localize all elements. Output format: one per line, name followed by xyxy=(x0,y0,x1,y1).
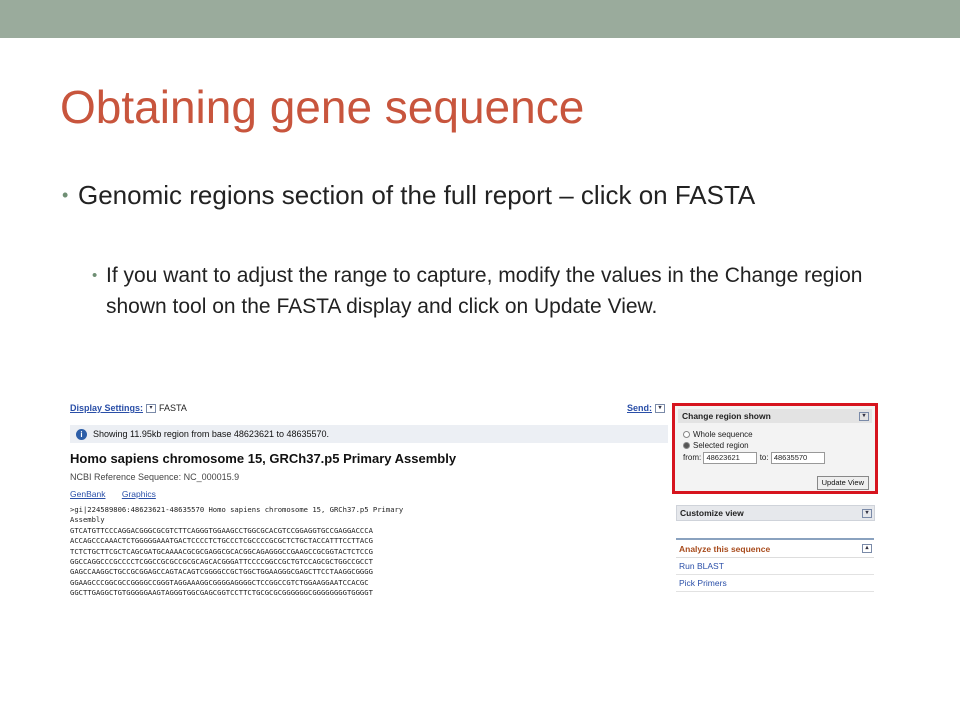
format-links xyxy=(70,489,170,499)
display-settings-row xyxy=(70,403,187,413)
sequence-line: GGCCAGGCCCGCCCCTCGGCCGCGCCGCGCAGCACGGGATTCCCCGGCCGCTGTCCAGCGCTGGCCGCCT xyxy=(70,557,373,567)
dropdown-arrow-icon[interactable]: ▾ xyxy=(862,509,872,518)
from-label: from: xyxy=(683,453,702,463)
range-row xyxy=(683,452,825,464)
bullet-icon: • xyxy=(92,267,98,284)
genbank-link[interactable]: GenBank xyxy=(70,489,106,499)
bullet-level-1-text: Genomic regions section of the full report – click on FASTA xyxy=(78,180,756,210)
display-settings-link[interactable]: Display Settings: xyxy=(70,403,144,413)
fasta-sequence xyxy=(70,505,403,599)
info-bar xyxy=(70,425,668,443)
to-input[interactable]: 48635570 xyxy=(771,452,825,464)
assembly-title: Homo sapiens chromosome 15, GRCh37.p5 Primary Assembly xyxy=(70,451,457,466)
run-blast-link[interactable]: Run BLAST xyxy=(676,558,874,575)
sequence-line: >gi|224589806:48623621-48635570 Homo sapiens chromosome 15, GRCh37.p5 Primary xyxy=(70,505,404,514)
radio-selected-icon[interactable] xyxy=(683,442,690,449)
sequence-line: GGAAGCCCGGCGCCGGGGCCGGGTAGGAAAGGCGGGGAGGGGCTCCGGCCGTCTGGAAGGAATCCACGC xyxy=(70,577,369,587)
radio-selected-label: Selected region xyxy=(693,441,749,450)
sequence-line: GTCATGTTCCCAGGACGGGCGCGTCTTCAGGGTGGAAGCCTGGCGCACGTCCGGAGGTGCCGAGGACCCA xyxy=(70,525,373,535)
info-icon: i xyxy=(76,429,87,440)
dropdown-arrow-icon[interactable]: ▾ xyxy=(859,412,869,421)
graphics-link[interactable]: Graphics xyxy=(121,489,156,499)
refseq-label: NCBI Reference Sequence: NC_000015.9 xyxy=(70,472,240,482)
send-link[interactable] xyxy=(627,403,668,413)
customize-view-panel[interactable] xyxy=(676,505,875,521)
bullet-level-1 xyxy=(62,177,862,213)
slide-title: Obtaining gene sequence xyxy=(60,81,585,133)
change-region-header[interactable] xyxy=(678,409,872,423)
sequence-line: GGCTTGAGGCTGTGGGGGAAGTAGGGTGGCGAGCGGTCCTTCTGCGCGCGGGGGGCGGGGGGGGTGGGGT xyxy=(70,588,373,598)
radio-selected-region[interactable] xyxy=(683,441,749,450)
display-settings-value: FASTA xyxy=(159,403,187,413)
dropdown-arrow-icon[interactable]: ▾ xyxy=(655,404,665,413)
send-label[interactable]: Send: xyxy=(627,403,653,413)
pick-primers-link[interactable]: Pick Primers xyxy=(676,575,874,592)
analyze-panel xyxy=(676,538,874,592)
ncbi-fasta-screenshot xyxy=(64,395,884,615)
bullet-level-2-text: If you want to adjust the range to capture, modify the values in the Change region shown tool on the FASTA display and click on Update View. xyxy=(106,264,863,318)
sequence-line: Assembly xyxy=(70,515,105,525)
bullet-level-2 xyxy=(92,260,882,322)
sequence-line: GAGCCAAGGCTGCCGCGGAGCCAGTACAGTCGGGGCCGCTGGCTGGAAGGGCGAGCTTCCTAAGGCGGGG xyxy=(70,567,373,577)
update-view-button[interactable]: Update View xyxy=(817,476,869,490)
from-input[interactable]: 48623621 xyxy=(703,452,757,464)
radio-whole-label: Whole sequence xyxy=(693,430,753,439)
customize-view-title: Customize view xyxy=(680,508,744,518)
top-accent-bar xyxy=(0,0,960,38)
analyze-header xyxy=(676,540,874,558)
radio-whole-sequence[interactable] xyxy=(683,430,753,439)
sequence-line: TCTCTGCTTCGCTCAGCGATGCAAAACGCGCGAGGCGCACGGCAGAGGGCCGAAGCCGCGGTACTCTCCG xyxy=(70,546,373,556)
bullet-icon: • xyxy=(62,185,69,205)
change-region-title: Change region shown xyxy=(682,411,771,421)
info-text: Showing 11.95kb region from base 48623621 to 48635570. xyxy=(93,429,330,439)
change-region-panel xyxy=(672,403,878,494)
to-label: to: xyxy=(759,453,769,463)
analyze-title: Analyze this sequence xyxy=(679,544,771,554)
sequence-line: ACCAGCCCAAACTCTGGGGGAAATGACTCCCCTCTGCCCTCGCCCCGCGCTCTGCTACCATTTCCTTACG xyxy=(70,536,373,546)
radio-icon[interactable] xyxy=(683,431,690,438)
dropdown-arrow-icon[interactable]: ▾ xyxy=(146,404,156,413)
collapse-arrow-icon[interactable]: ▴ xyxy=(862,544,872,553)
